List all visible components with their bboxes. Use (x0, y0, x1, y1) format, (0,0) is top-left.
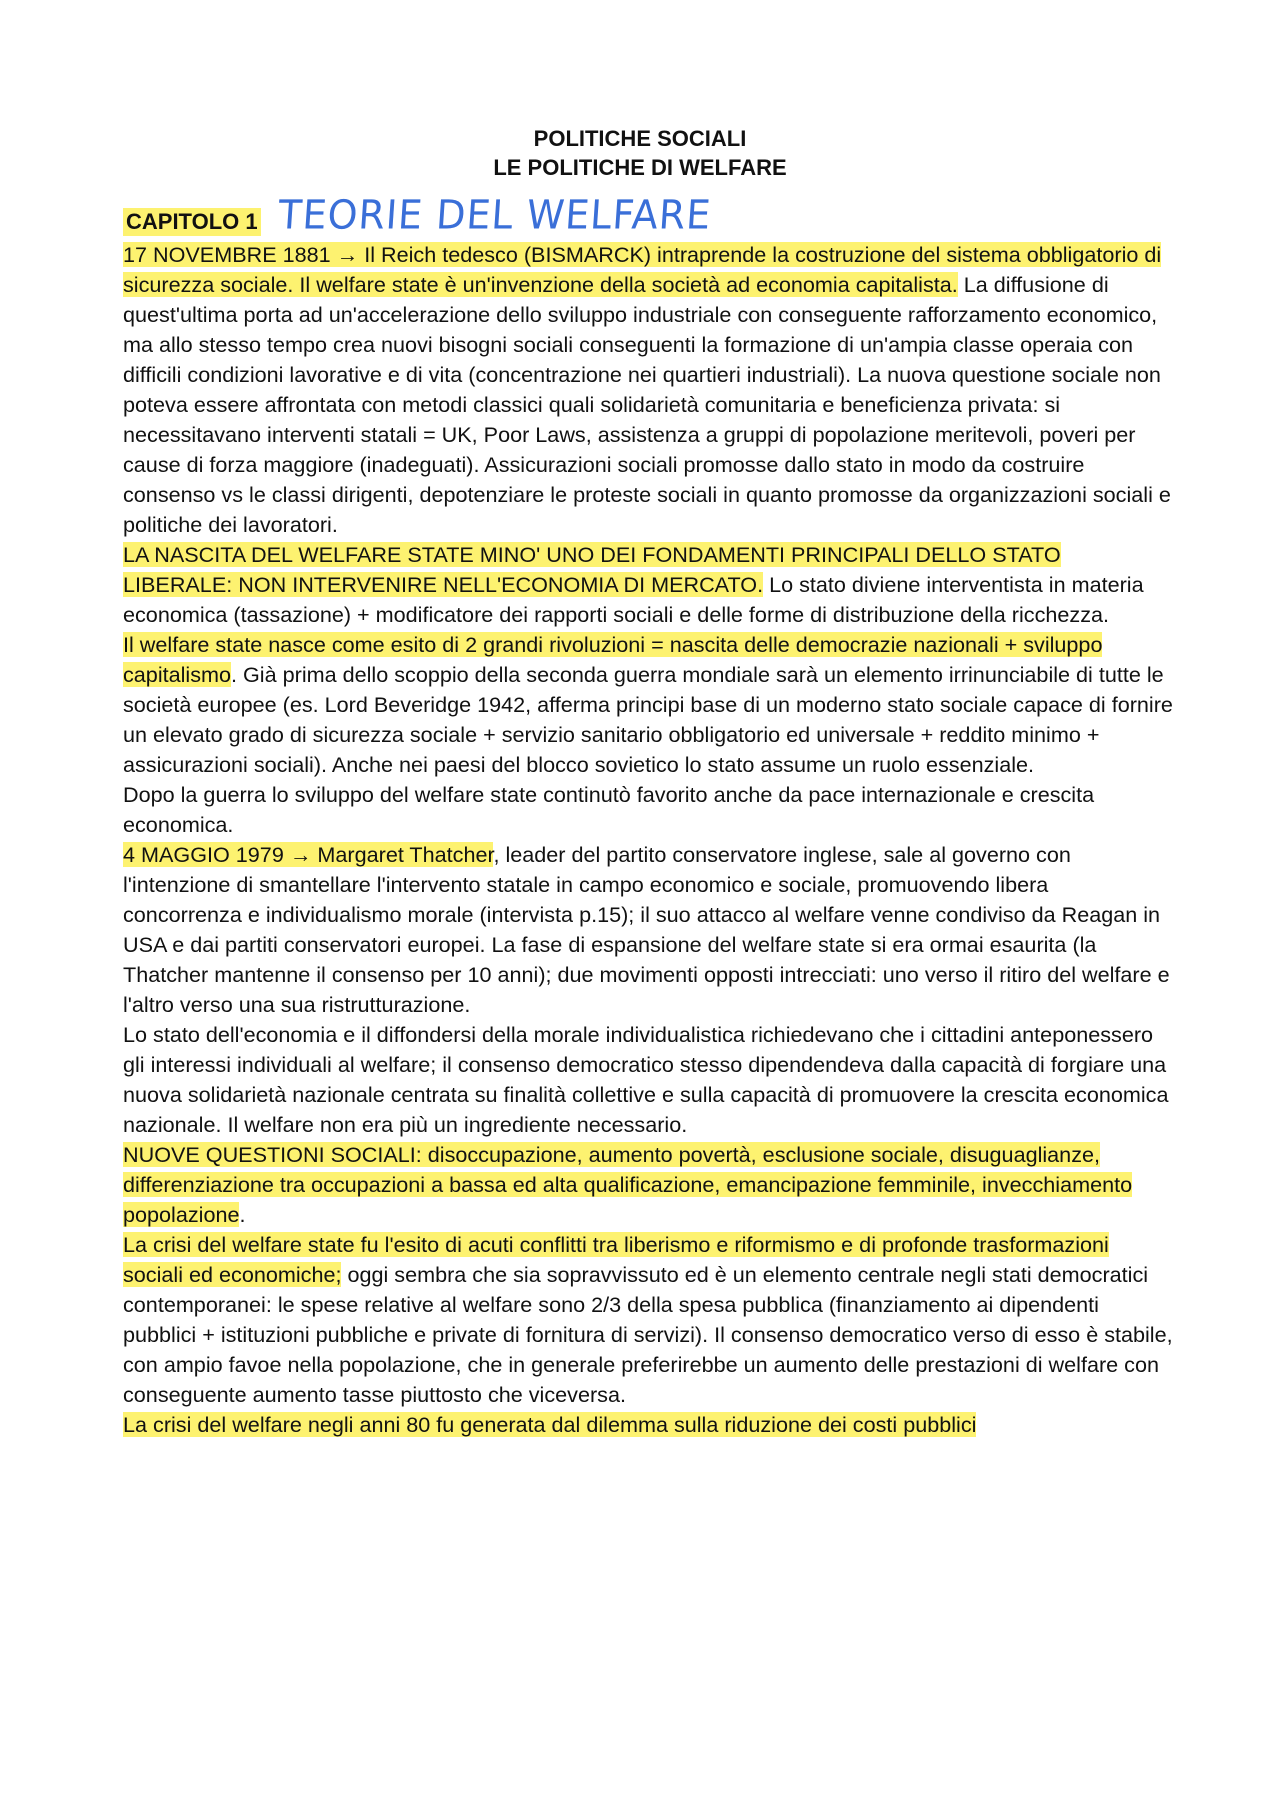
highlighted-text: LA NASCITA DEL WELFARE STATE MINO' UNO DEI FONDAMENTI PRINCIPALI DELLO STATO LIBERALE: NON INTERVENIRE NELL'ECONOMIA DI MERCATO. (123, 542, 1061, 597)
subtitle: LE POLITICHE DI WELFARE (493, 155, 787, 180)
highlighted-text: La crisi del welfare state fu l'esito di acuti conflitti tra liberismo e riformismo e di profonde trasformazioni sociali ed economiche; (123, 1232, 1109, 1287)
paragraph (123, 1140, 1173, 1230)
paragraph (123, 780, 1173, 840)
paragraph (123, 1410, 1173, 1440)
chapter-heading (123, 191, 713, 239)
paragraph-text: Lo stato diviene interventista in materia economica (tassazione) + modificatore dei rapporti sociali e delle forme di distribuzione della ricchezza. (123, 572, 1144, 627)
highlighted-text: 17 NOVEMBRE 1881 → Il Reich tedesco (BISMARCK) intraprende la costruzione del sistema obbligatorio di sicurezza sociale. Il welfare state è un'invenzione della società ad economia capitalista. (123, 242, 1162, 297)
paragraph-text: Dopo la guerra lo sviluppo del welfare state continutò favorito anche da pace internazionale e crescita economica. (123, 782, 1095, 837)
highlighted-text: NUOVE QUESTIONI SOCIALI: disoccupazione, aumento povertà, esclusione sociale, disuguaglianze, differenziazione tra occupazioni a bassa ed alta qualificazione, emancipazione femminile, invecchiamento popolazione (123, 1142, 1133, 1227)
body-text (123, 240, 1173, 1440)
paragraph-text: . Già prima dello scoppio della seconda guerra mondiale sarà un elemento irrinunciabile di tutte le società europee (es. Lord Beveridge 1942, afferma principi base di un moderno stato sociale capace di fornire un elevato grado di sicurezza sociale + servizio sanitario obbligatorio ed universale + reddito minimo + assicurazioni sociali). Anche nei paesi del blocco sovietico lo stato assume un ruolo essenziale. (123, 662, 1173, 777)
highlighted-text: La crisi del welfare negli anni 80 fu generata dal dilemma sulla riduzione dei costi pubblici (123, 1412, 977, 1437)
main-title: POLITICHE SOCIALI (533, 126, 747, 151)
paragraph-text: La diffusione di quest'ultima porta ad un'accelerazione dello sviluppo industriale con conseguente rafforzamento economico, ma allo stesso tempo crea nuovi bisogni sociali conseguenti la formazione di un'ampia classe operaia con difficili condizioni lavorative e di vita (concentrazione nei quartieri industriali). La nuova questione sociale non poteva essere affrontata con metodi classici quali solidarietà comunitaria e beneficienza privata: si necessitavano interventi statali = UK, Poor Laws, assistenza a gruppi di popolazione meritevoli, poveri per cause di forza maggiore (inadeguati). Assicurazioni sociali promosse dallo stato in modo da costruire consenso vs le classi dirigenti, depotenziare le proteste sociali in quanto promosse da organizzazioni sociali e politiche dei lavoratori. (123, 272, 1171, 537)
paragraph-text: , leader del partito conservatore inglese, sale al governo con l'intenzione di smantellare l'intervento statale in campo economico e sociale, promuovendo libera concorrenza e individualismo morale (intervista p.15); il suo attacco al welfare venne condiviso da Reagan in USA e dai partiti conservatori europei. La fase di espansione del welfare state si era ormai esaurita (la Thatcher mantenne il consenso per 10 anni); due movimenti opposti intrecciati: uno verso il ritiro del welfare e l'altro verso una sua ristrutturazione. (123, 842, 1170, 1017)
chapter-handwritten-note: TEORIE DEL WELFARE (276, 191, 713, 239)
paragraph (123, 840, 1173, 1020)
paragraph-text: Lo stato dell'economia e il diffondersi della morale individualistica richiedevano che i cittadini anteponessero gli interessi individuali al welfare; il consenso democratico stesso dipendendeva dalla capacità di forgiare una nuova solidarietà nazionale centrata su finalità collettive e sulla capacità di promuovere la crescita economica nazionale. Il welfare non era più un ingrediente necessario. (123, 1022, 1169, 1137)
highlighted-text: 4 MAGGIO 1979 → Margaret Thatcher (123, 842, 494, 867)
title-block (0, 124, 1280, 182)
paragraph-text: . (239, 1202, 246, 1227)
paragraph (123, 240, 1173, 540)
paragraph (123, 1230, 1173, 1410)
paragraph (123, 630, 1173, 780)
paragraph-text: oggi sembra che sia sopravvissuto ed è un elemento centrale negli stati democratici contemporanei: le spese relative al welfare sono 2/3 della spesa pubblica (finanziamento ai dipendenti pubblici + istituzioni pubbliche e private di fornitura di servizi). Il consenso democratico verso di esso è stabile, con ampio favoe nella popolazione, che in generale preferirebbe un aumento delle prestazioni di welfare con conseguente aumento tasse piuttosto che viceversa. (123, 1262, 1173, 1407)
paragraph (123, 1020, 1173, 1140)
highlighted-text: Il welfare state nasce come esito di 2 grandi rivoluzioni = nascita delle democrazie nazionali + sviluppo capitalismo (123, 632, 1103, 687)
paragraph (123, 540, 1173, 630)
chapter-label: CAPITOLO 1 (123, 208, 261, 236)
